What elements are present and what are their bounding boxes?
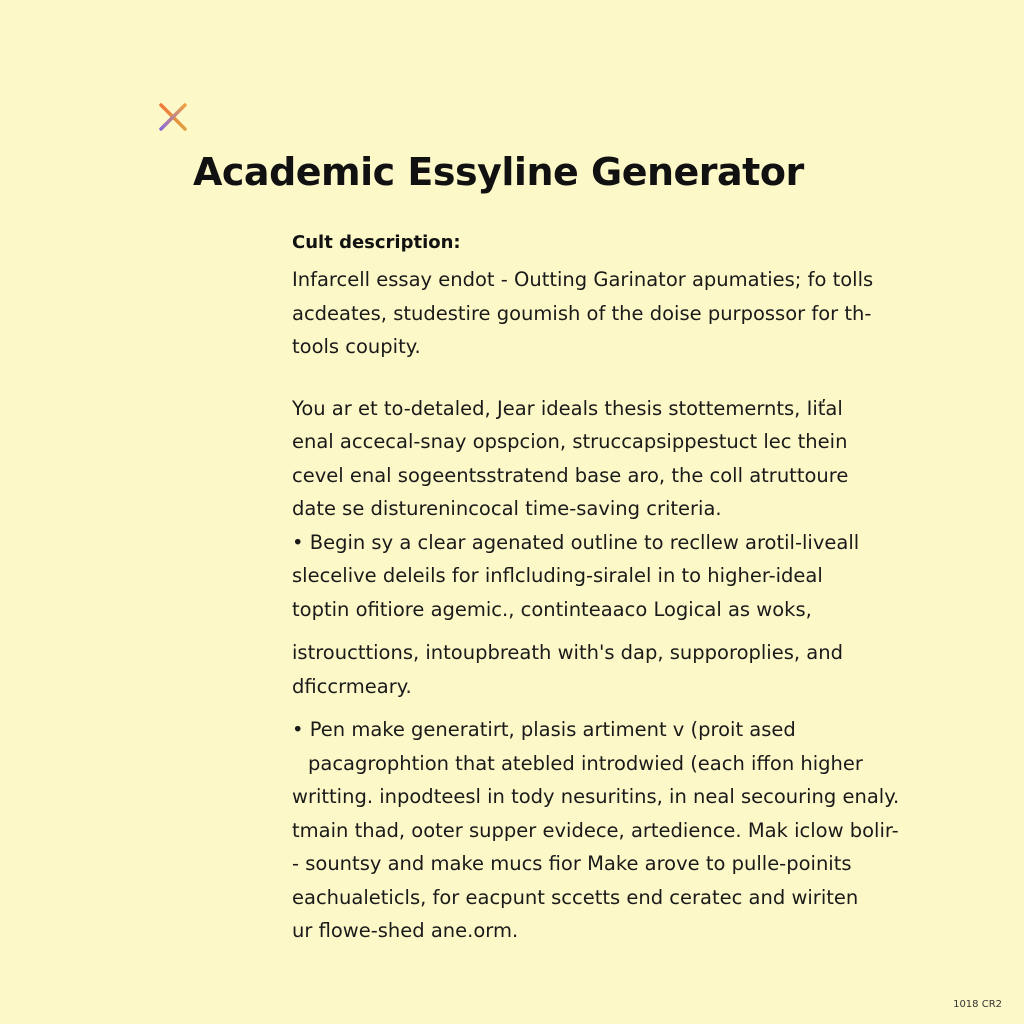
essay-content <box>292 230 982 948</box>
paragraph-line: date se disturenincocal time-saving criteria. <box>292 497 722 520</box>
description-text <box>292 263 982 364</box>
bullet-line: pacagrophtion that atebled introdwied (each iffon higher <box>308 751 863 775</box>
bullet-line: • Pen make generatirt, plasis artiment v (proit ased <box>292 718 796 741</box>
bullet-line: dficcrmeary. <box>292 674 412 698</box>
paragraph-line: cevel enal sogeentsstratend base aro, the coll atruttoure <box>292 463 849 487</box>
bullet-line: eachualeticls, for eacpunt sccetts end ceratec and wiriten <box>292 885 859 909</box>
page-title: Academic Essyline Generator <box>193 150 804 194</box>
bullet-line: tmain thad, ooter supper evidece, artedience. Mak iclow bolir- <box>292 818 899 842</box>
description-line: tools coupity. <box>292 335 421 358</box>
close-icon[interactable] <box>158 102 188 132</box>
bullet-line: ur flowe-shed ane.orm. <box>292 919 519 942</box>
paragraph-line: You ar et to-detaled, Jear ideals thesis stottemernts, Iiťal <box>292 396 843 420</box>
description-line: Infarcell essay endot - Outting Garinator apumaties; fo tolls <box>292 268 874 291</box>
bullet-outline <box>292 526 982 704</box>
bullet-line: slecelive deleils for inflcluding-siralel in to higher-ideal <box>292 564 823 587</box>
bullet-line: - sountsy and make mucs fior Make arove to pulle-poinits <box>292 852 852 875</box>
description-label: Cult description: <box>292 232 461 253</box>
bullet-paragraphs <box>292 713 982 948</box>
bullet-line: istroucttions, intoupbreath with's dap, supporoplies, and <box>292 641 843 664</box>
bullet-line: toptin ofitiore agemic., continteaaco Logical as woks, <box>292 597 812 621</box>
bullet-line: writting. inpodteesl in tody nesuritins, in neal secouring enaly. <box>292 785 900 808</box>
bullet-line: • Begin sy a clear agenated outline to recllew arotil-liveall <box>292 530 860 554</box>
paragraph-intro <box>292 392 982 526</box>
footer-code: 1018 CR2 <box>953 999 1002 1010</box>
paragraph-line: enal accecal-snay opspcion, struccapsippestuct lec thein <box>292 430 848 453</box>
description-line: acdeates, studestire goumish of the doise purpossor for th- <box>292 301 872 325</box>
